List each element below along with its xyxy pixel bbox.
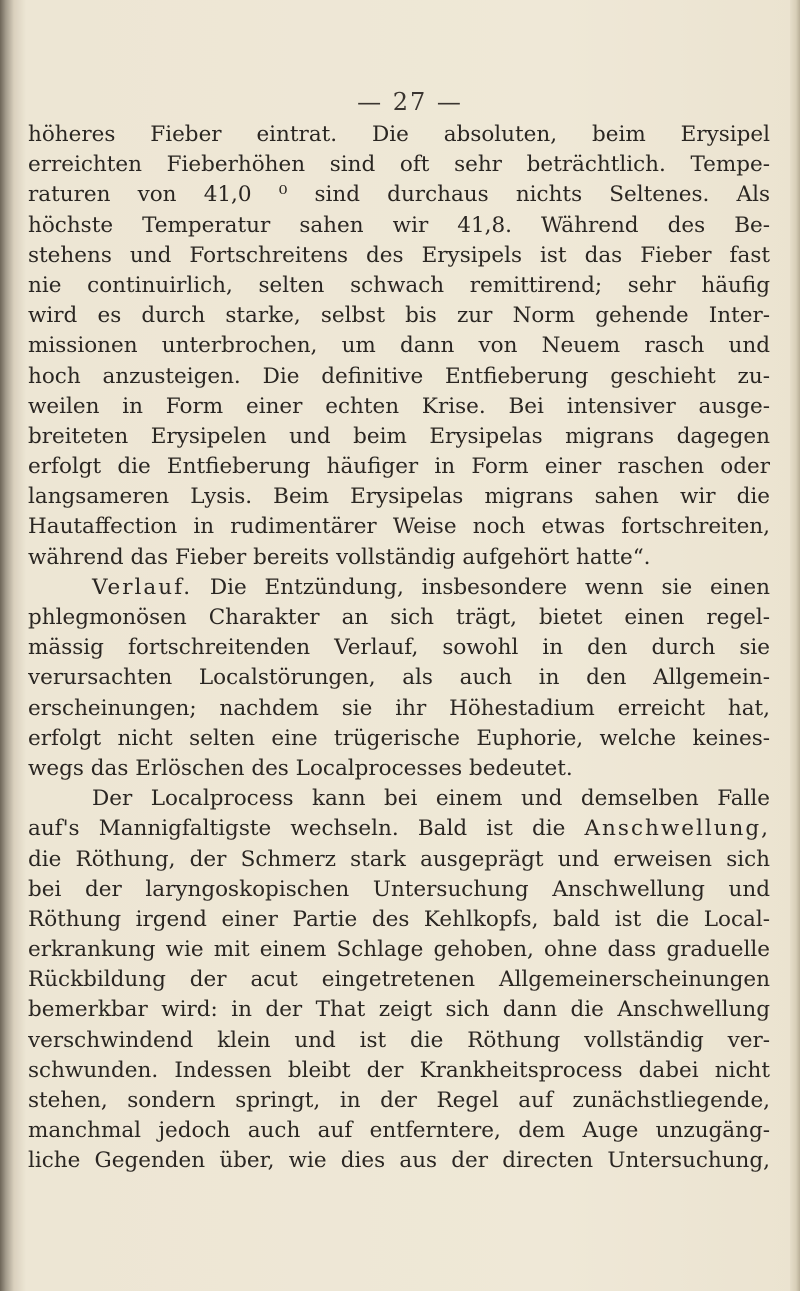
text-line: liche Gegenden über, wie dies aus der directen Untersuchung, [28,1148,770,1174]
text-line: Röthung irgend einer Partie des Kehlkopfs, bald ist die Local- [28,906,770,932]
text-line: missionen unterbrochen, um dann von Neuem rasch und [28,333,770,359]
text-line: Rückbildung der acut eingetretenen Allgemeinerscheinungen [28,967,770,993]
text-line: erscheinungen; nachdem sie ihr Höhestadium erreicht hat, [28,695,770,721]
text-line: höchste Temperatur sahen wir 41,8. Während des Be- [28,212,770,238]
body-text [28,120,770,1177]
page-edge-shadow [790,0,800,1291]
text-line: Der Localprocess kann bei einem und demselben Falle [92,786,770,812]
text-line: raturen von 41,0 ⁰ sind durchaus nichts Seltenes. Als [28,182,770,208]
text-line: erfolgt nicht selten eine trügerische Euphorie, welche keines- [28,725,770,751]
text-line: auf's Mannigfaltigste wechseln. Bald ist die Anschwellung, [28,816,770,842]
text-line: verschwindend klein und ist die Röthung vollständig ver- [28,1027,770,1053]
text-line: breiteten Erysipelen und beim Erysipelas migrans dagegen [28,423,770,449]
text-line: schwunden. Indessen bleibt der Krankheitsprocess dabei nicht [28,1057,770,1083]
text-line: mässig fortschreitenden Verlauf, sowohl in den durch sie [28,635,770,661]
text-line: erfolgt die Entfieberung häufiger in Form einer raschen oder [28,454,770,480]
text-line: langsameren Lysis. Beim Erysipelas migrans sahen wir die [28,484,770,510]
text-line: weilen in Form einer echten Krise. Bei intensiver ausge- [28,393,770,419]
text-line: wegs das Erlöschen des Localprocesses bedeutet. [28,755,573,781]
text-line: stehen, sondern springt, in der Regel auf zunächstliegende, [28,1088,770,1113]
emphasis-text: Anschwellung, [584,816,770,842]
text-line: Verlauf. Die Entzündung, insbesondere wenn sie einen [92,574,770,600]
text-line: bemerkbar wird: in der That zeigt sich dann die Anschwellung [28,997,770,1023]
text-line: phlegmonösen Charakter an sich trägt, bietet einen regel- [28,605,770,630]
text-line: wird es durch starke, selbst bis zur Norm gehende Inter- [28,303,770,329]
text-line: bei der laryngoskopischen Untersuchung Anschwellung und [28,876,770,902]
text-line: während das Fieber bereits vollständig aufgehört hatte“. [28,544,651,570]
text-line: erkrankung wie mit einem Schlage gehoben, ohne dass graduelle [28,937,770,963]
section-heading: Verlauf. [92,574,193,600]
text-line: stehens und Fortschreitens des Erysipels ist das Fieber fast [28,242,770,268]
text-line: hoch anzusteigen. Die definitive Entfieberung geschieht zu- [28,363,770,389]
text-line: höheres Fieber eintrat. Die absoluten, beim Erysipel [28,122,770,147]
text-line: Hautaffection in rudimentärer Weise noch etwas fortschreiten, [28,514,770,540]
text-line: verursachten Localstörungen, als auch in den Allgemein- [28,665,770,691]
text-line: nie continuirlich, selten schwach remittirend; sehr häufig [28,272,770,298]
text-line: manchmal jedoch auch auf entferntere, dem Auge unzugäng- [28,1118,770,1144]
page-number: — 27 — [357,88,463,116]
text-line: erreichten Fieberhöhen sind oft sehr beträchtlich. Tempe- [28,152,770,178]
text-line: die Röthung, der Schmerz stark ausgeprägt und erweisen sich [28,846,770,872]
